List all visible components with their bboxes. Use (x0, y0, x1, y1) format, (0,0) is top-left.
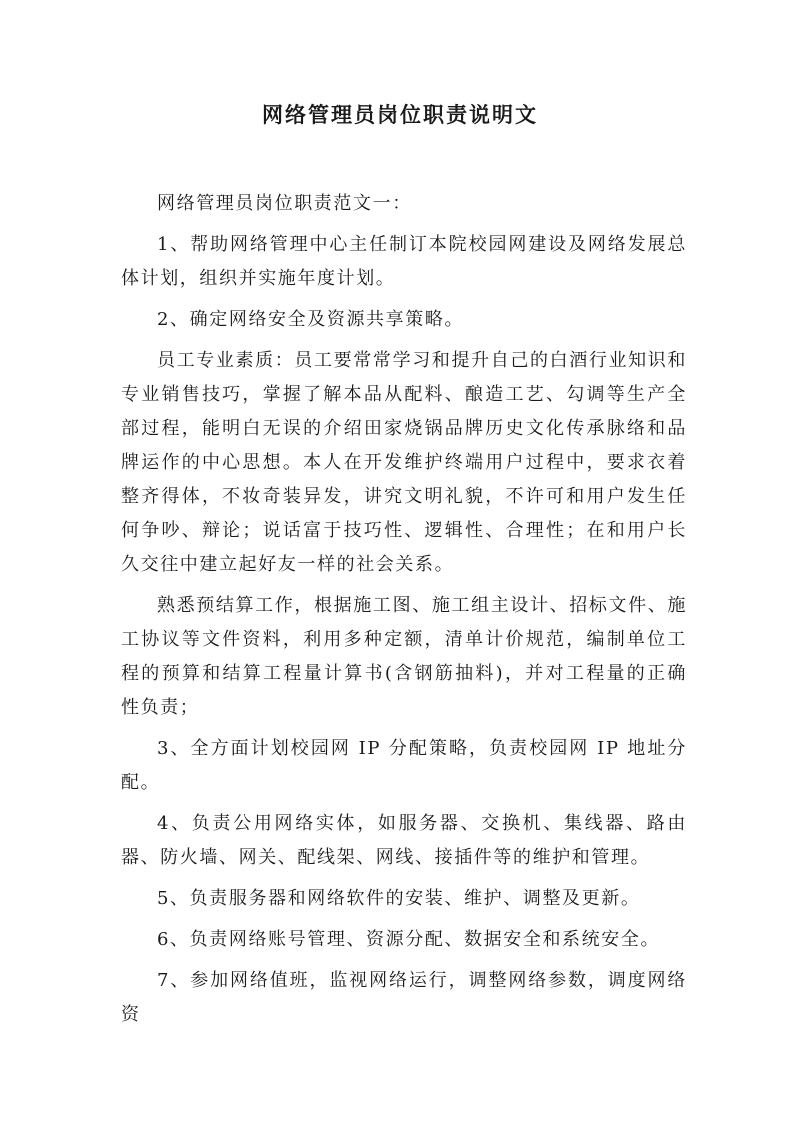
paragraph-item-4: 4、负责公用网络实体，如服务器、交换机、集线器、路由器、防火墙、网关、配线架、网线、接插件等的维护和管理。 (121, 813, 687, 868)
paragraph-item-1: 1、帮助网络管理中心主任制订本院校园网建设及网络发展总体计划，组织并实施年度计划。 (121, 234, 687, 289)
paragraph-item-5: 5、负责服务器和网络软件的安装、维护、调整及更新。 (157, 888, 641, 909)
document-body (121, 187, 687, 1039)
paragraph-employee-quality: 员工专业素质：员工要常常学习和提升自己的白酒行业知识和专业销售技巧，掌握了解本品从配料、酿造工艺、勾调等生产全部过程，能明白无误的介绍田家烧锅品牌历史文化传承脉络和品牌运作的中心思想。本人在开发维护终端用户过程中，要求衣着整齐得体，不妆奇装异发，讲究文明礼貌，不许可和用户发生任何争吵、辩论；说话富于技巧性、逻辑性、合理性；在和用户长久交往中建立起好友一样的社会关系。 (121, 350, 687, 575)
paragraph-budget-work: 熟悉预结算工作，根据施工图、施工组主设计、招标文件、施工协议等文件资料，利用多种定额，清单计价规范，编制单位工程的预算和结算工程量计算书(含钢筋抽料)，并对工程量的正确性负责； (121, 595, 687, 718)
paragraph-intro: 网络管理员岗位职责范文一： (157, 193, 412, 214)
paragraph-item-7: 7、参加网络值班，监视网络运行，调整网络参数，调度网络资 (121, 970, 687, 1025)
document-title: 网络管理员岗位职责说明文 (262, 102, 538, 127)
paragraph-item-6: 6、负责网络账号管理、资源分配、数据安全和系统安全。 (157, 929, 661, 950)
paragraph-item-3: 3、全方面计划校园网 IP 分配策略，负责校园网 IP 地址分配。 (121, 738, 687, 793)
paragraph-item-2: 2、确定网络安全及资源共享策略。 (157, 309, 465, 330)
